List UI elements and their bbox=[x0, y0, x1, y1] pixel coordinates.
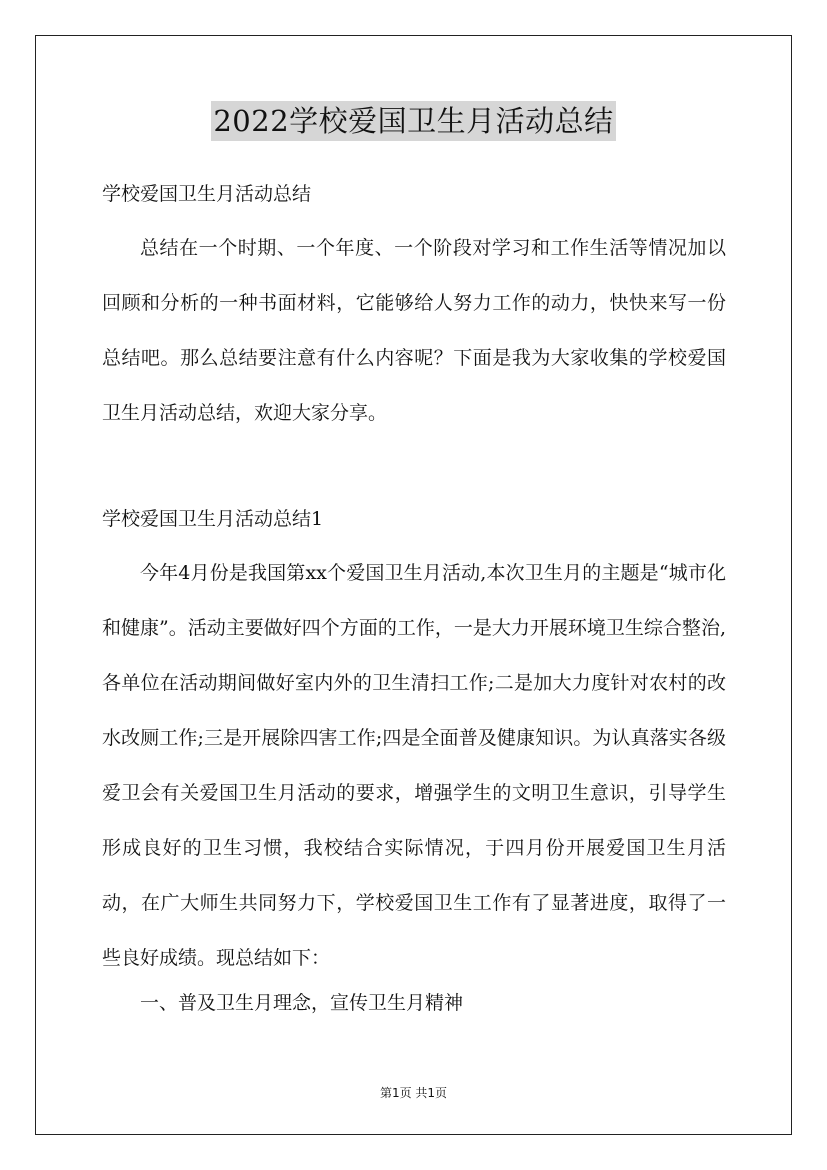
document-subtitle: 学校爱国卫生月活动总结 bbox=[102, 183, 312, 205]
section-heading: 学校爱国卫生月活动总结1 bbox=[102, 508, 324, 530]
list-item-heading: 一、普及卫生月理念，宣传卫生月精神 bbox=[140, 992, 464, 1014]
intro-paragraph: 总结在一个时期、一个年度、一个阶段对学习和工作生活等情况加以回顾和分析的一种书面材料，它能够给人努力工作的动力，快快来写一份总结吧。那么总结要注意有什么内容呢？下面是我为大家收集的学校爱国卫生月活动总结，欢迎大家分享。 bbox=[102, 237, 726, 424]
document-title: 2022学校爱国卫生月活动总结 bbox=[211, 101, 615, 141]
section-body-paragraph: 今年4月份是我国第xx个爱国卫生月活动,本次卫生月的主题是“城市化和健康”。活动主要做好四个方面的工作，一是大力开展环境卫生综合整治,各单位在活动期间做好室内外的卫生清扫工作;二是加大力度针对农村的改水改厕工作;三是开展除四害工作;四是全面普及健康知识。为认真落实各级爱卫会有关爱国卫生月活动的要求，增强学生的文明卫生意识，引导学生形成良好的卫生习惯，我校结合实际情况，于四月份开展爱国卫生月活动，在广大师生共同努力下，学校爱国卫生工作有了显著进度，取得了一些良好成绩。现总结如下： bbox=[102, 562, 726, 969]
page-footer: 第1页 共1页 bbox=[379, 1086, 448, 1100]
title-container bbox=[0, 101, 827, 141]
